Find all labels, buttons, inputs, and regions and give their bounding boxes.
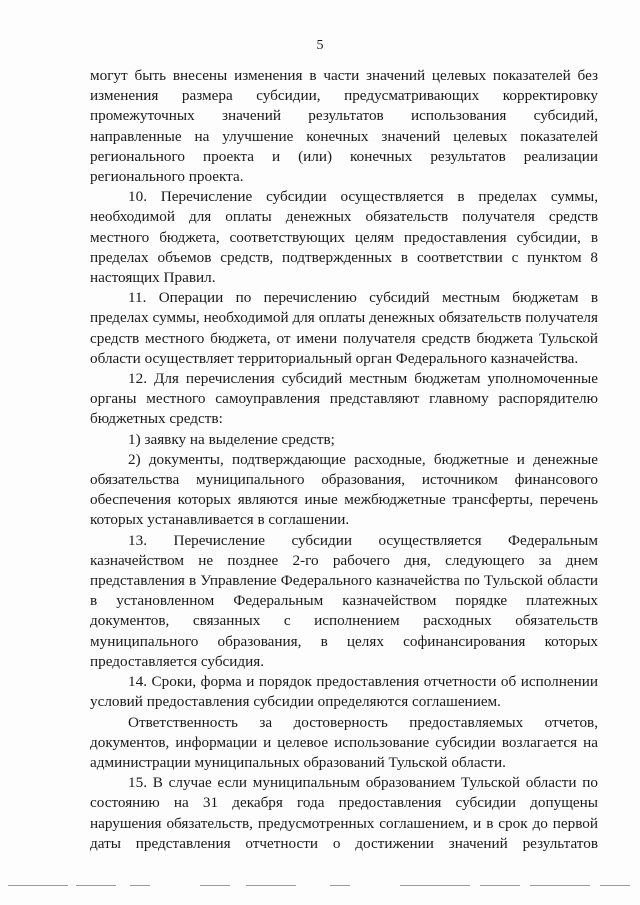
paragraph-p-12-1: 1) заявку на выделение средств; [128, 430, 335, 448]
paragraph-p-13: 13. Перечисление субсидии осуществляется Федеральным казначейством не позднее 2-го рабочего дня, следующего за днем представления в Управление Федерального казначейства по Тульской области в установленном Федеральным казначейством порядке платежных документов, связанных с исполнением расходных обязательств муниципального образования, в целях софинансирования которых предоставляется субсидия. [90, 531, 598, 670]
paragraph-p-12: 12. Для перечисления субсидий местным бюджетам уполномоченные органы местного самоуправления представляют главному распорядителю бюджетных средств: [90, 370, 598, 428]
paragraph-p-10: 10. Перечисление субсидии осуществляется в пределах суммы, необходимой для оплаты денежных обязательств получателя средств местного бюджета, соответствующих целям предоставления субсидии, в пределах объемов средств, подтвержденных в соответствии с пунктом 8 настоящих Правил. [90, 188, 598, 287]
scan-footer-rule [0, 885, 640, 886]
paragraph-p-14-resp: Ответственность за достоверность предоставляемых отчетов, документов, информации и целевое использование субсидии возлагается на администрации муниципальных образований Тульской области. [90, 713, 598, 771]
paragraph-p-15: 15. В случае если муниципальным образованием Тульской области по состоянию на 31 декабря года предоставления субсидии допущены нарушения обязательств, предусмотренных соглашением, и в срок до первой даты представления отчетности о достижении значений результатов [90, 774, 598, 852]
paragraph-p-11: 11. Операции по перечислению субсидий местным бюджетам в пределах суммы, необходимой для оплаты денежных обязательств получателя средств местного бюджета, от имени получателя средств бюджета Тульской области осуществляет территориальный орган Федерального казначейства. [90, 289, 598, 367]
page-number: 5 [316, 38, 324, 53]
paragraph-p-12-2: 2) документы, подтверждающие расходные, бюджетные и денежные обязательства муниципального образования, источником финансового обеспечения которых являются иные межбюджетные трансферты, перечень которых устанавливается в соглашении. [90, 450, 598, 529]
document-body [90, 66, 598, 854]
paragraph-p-14: 14. Сроки, форма и порядок предоставления отчетности об исполнении условий предоставления субсидии определяются соглашением. [90, 673, 598, 711]
paragraph-p-cont: могут быть внесены изменения в части значений целевых показателей без изменения размера субсидии, предусматривающих корректировку промежуточных значений результатов использования субсидий, направленные на улучшение конечных значений целевых показателей регионального проекта и (или) конечных результатов реализации регионального проекта. [90, 67, 598, 186]
